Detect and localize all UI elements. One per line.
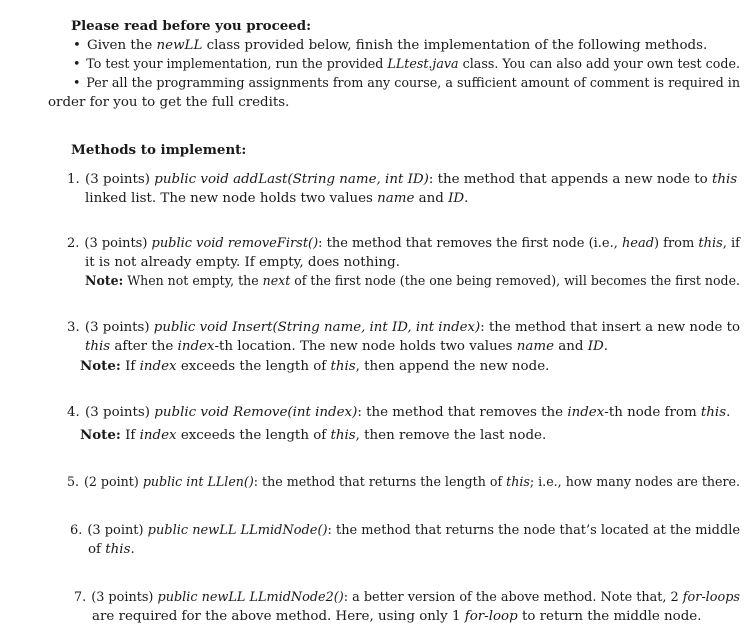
bullet-icon: •	[73, 76, 81, 91]
method-item-6-line2: of this.	[88, 542, 135, 557]
bullet-icon: •	[73, 57, 81, 72]
intro-bullet: • To test your implementation, run the provided LLtest.java class. You can also add your own test code.	[73, 57, 741, 72]
method-item-3: 3. (3 points) public void Insert(String name, int ID, int index): the method that insert a new node to	[67, 320, 740, 335]
method-item-7-line2: are required for the above method. Here, using only 1 for-loop to return the middle node.	[92, 609, 702, 624]
intro-bullet: • Given the newLL class provided below, finish the implementation of the following methods.	[73, 38, 708, 53]
intro-bullet-continuation: order for you to get the full credits.	[48, 95, 290, 110]
methods-heading: Methods to implement:	[71, 142, 247, 158]
method-item-7: 7. (3 points) public newLL LLmidNode2(): a better version of the above method. Note that, 2 for-loops	[74, 590, 740, 605]
intro-heading: Please read before you proceed:	[71, 18, 312, 34]
method-item-4: 4. (3 points) public void Remove(int index): the method that removes the index-th node from this.	[67, 405, 731, 420]
method-item-2-note: Note: When not empty, the next of the first node (the one being removed), will becomes the first node.	[85, 273, 740, 289]
method-item-1-line2: linked list. The new node holds two values name and ID.	[85, 191, 469, 206]
method-item-6: 6. (3 point) public newLL LLmidNode(): the method that returns the node that’s located at the middle	[70, 523, 741, 538]
intro-bullet: • Per all the programming assignments from any course, a sufficient amount of comment is required in	[73, 76, 741, 91]
method-item-3-note: Note: If index exceeds the length of this, then append the new node.	[80, 358, 550, 374]
method-item-5: 5. (2 point) public int LLlen(): the method that returns the length of this; i.e., how many nodes are there.	[67, 475, 741, 490]
method-item-4-note: Note: If index exceeds the length of this, then remove the last node.	[80, 427, 547, 443]
method-item-1: 1. (3 points) public void addLast(String name, int ID): the method that appends a new node to this	[67, 172, 738, 187]
method-item-2: 2. (3 points) public void removeFirst(): the method that removes the first node (i.e., head) from this, if	[67, 236, 740, 251]
method-item-3-line2: this after the index-th location. The new node holds two values name and ID.	[85, 339, 608, 354]
bullet-icon: •	[73, 38, 81, 53]
method-item-2-line2: it is not already empty. If empty, does nothing.	[85, 255, 400, 270]
